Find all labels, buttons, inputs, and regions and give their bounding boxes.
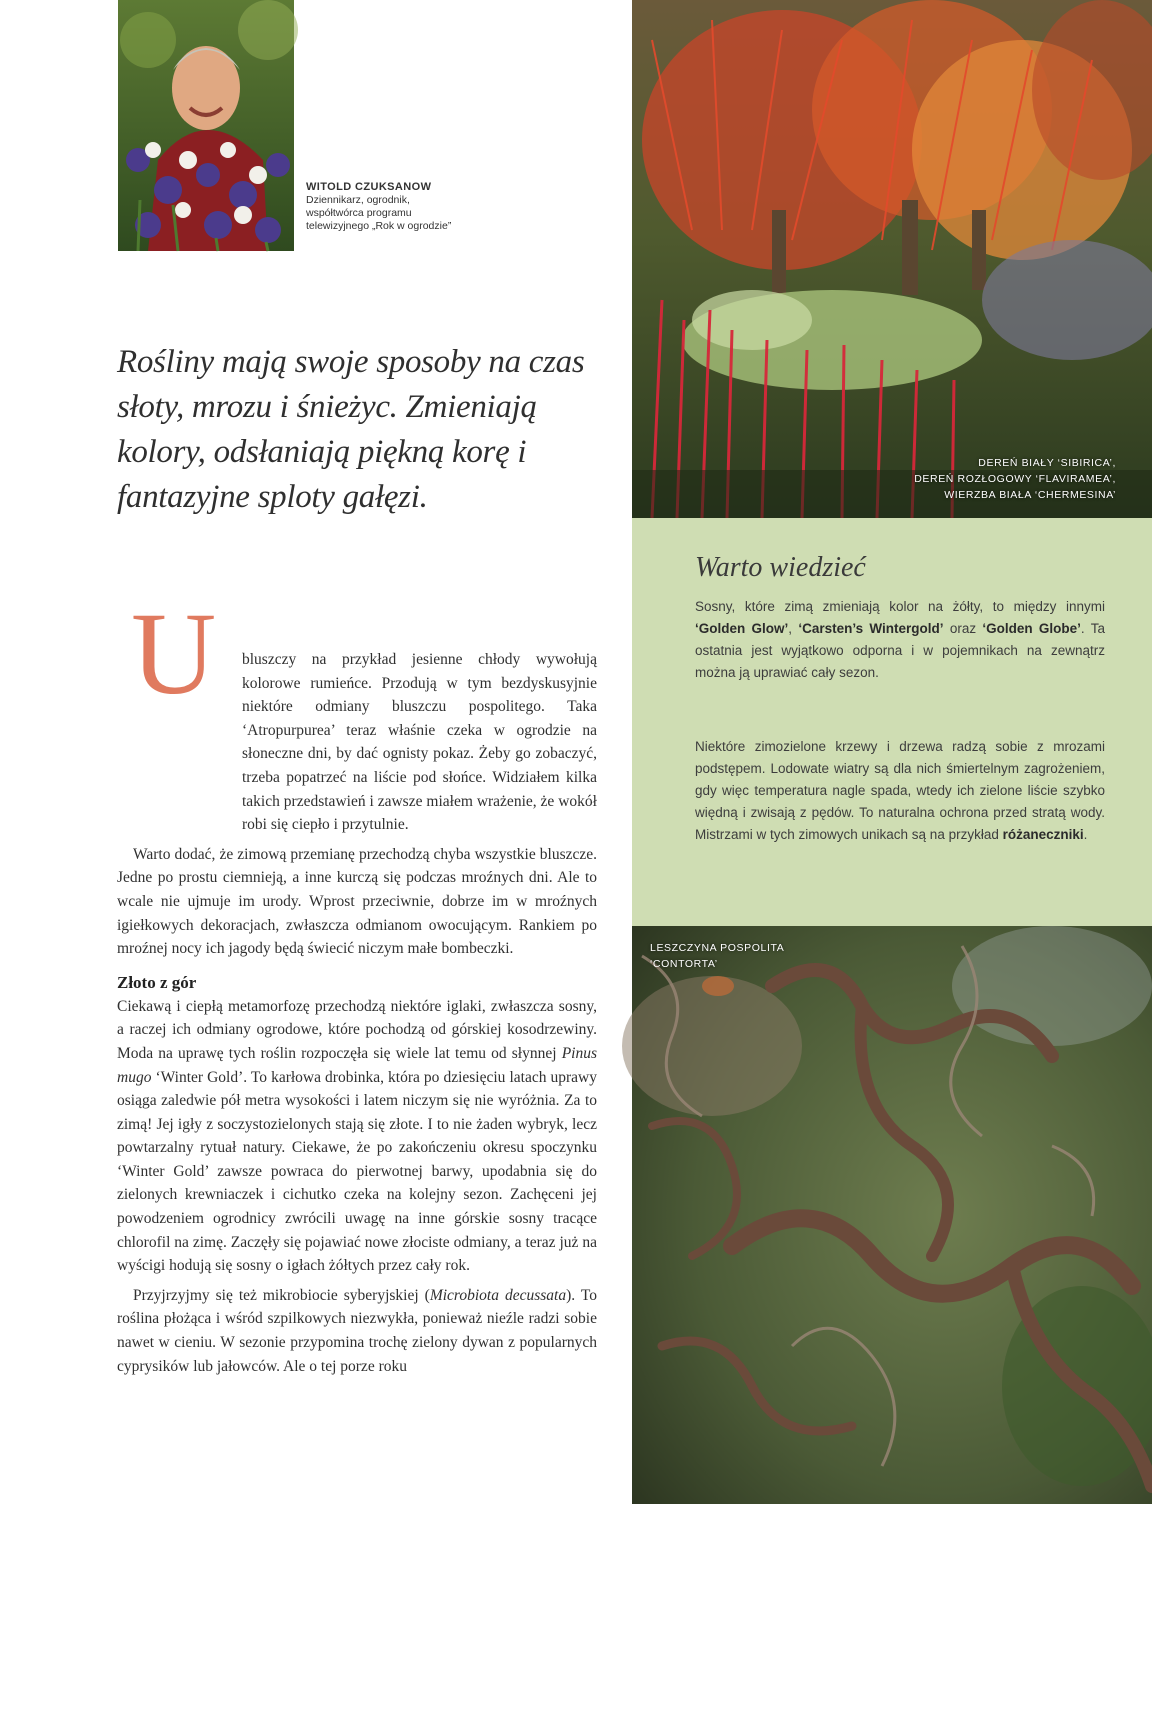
dogwood-willow-photo xyxy=(632,0,1152,518)
lead-quote: Rośliny mają swoje sposoby na czas słoty, mrozu i śnieżyc. Zmieniają kolory, odsłaniają piękną korę i fantazyjne sploty gałęzi. xyxy=(117,344,585,515)
page-number: 101 xyxy=(996,1722,1019,1736)
author-name: WITOLD CZUKSANOW xyxy=(306,181,432,193)
sidebar-paragraph: Sosny, które zimą zmieniają kolor na żółty, to między innymi ‘Golden Glow’, ‘Carsten’s Wintergold’ oraz ‘Golden Globe’. Ta ostatnia jest wyjątkowo odporna i w pojemnikach na zewnątrz można ją uprawiać cały sezon. xyxy=(695,599,1105,680)
article-body xyxy=(117,588,597,1378)
sidebar-paragraph: Niektóre zimozielone krzewy i drzewa radzą sobie z mrozami podstępem. Lodowate wiatry są dla nich śmiertelnym zagrożeniem, gdy więc temperatura nagle spada, wtedy ich zielone liście szybko więdną i zwisają z pędów. To naturalna ochrona przed stratą wody. Mistrzami w tych zimowych unikach są na przykład różaneczniki. xyxy=(695,739,1105,842)
caption-line: DEREŃ BIAŁY ‘SIBIRICA’, xyxy=(978,457,1116,469)
section-heading: Złoto z gór xyxy=(117,972,197,992)
caption-line: ‘CONTORTA’ xyxy=(650,958,718,970)
author-caption xyxy=(306,181,456,233)
body-paragraph: Warto dodać, że zimową przemianę przechodzą chyba wszystkie bluszcze. Jedne po prostu ciemnieją, a inne kurczą się podczas mroźnych dni. Ale to wcale nie ujmuje im urody. Wprost przeciwnie, dobrze im w mroźnych igiełkowych dekoracjach, zwłaszcza odmianom owocującym. Rankiem po mroźnej nocy ich jagody będą świecić niczym małe bombeczki. xyxy=(117,845,597,958)
author-photo xyxy=(118,0,294,251)
sidebar-box xyxy=(632,518,1152,926)
caption-line: WIERZBA BIAŁA ‘CHERMESINA’ xyxy=(944,489,1116,501)
hazel-contorta-photo xyxy=(632,926,1152,1736)
body-paragraph: Przyjrzyjmy się też mikrobiocie syberyjskiej (Microbiota decussata). To roślina płożąca i wśród szpilkowych niezwykła, ponieważ nieźle radzi sobie nawet w cieniu. W sezonie przypomina trochę zielony dywan z popularnych cyprysików lub jałowców. Ale o tej porze roku xyxy=(117,1286,597,1375)
body-paragraph: bluszczy na przykład jesienne chłody wywołują kolorowe rumieńce. Przodują w tym bezdyskusyjnie niektóre odmiany bluszczu pospolitego. Taka ‘Atropurpurea’ teraz właśnie czeka w ogrodzie na słoneczne dni, by dać ognisty pokaz. Żeby go zobaczyć, trzeba popatrzeć na liście pod słońce. Widziałem kilka takich przedstawień i zawsze miałem wrażenie, że wokół robi się ciepło i przytulnie. xyxy=(242,651,597,834)
drop-cap: U xyxy=(131,588,217,719)
sidebar-title: Warto wiedzieć xyxy=(695,552,866,583)
caption-line: LESZCZYNA POSPOLITA xyxy=(650,942,785,954)
photo-bottom-caption xyxy=(650,940,784,972)
body-paragraph: Ciekawą i ciepłą metamorfozę przechodzą niektóre iglaki, zwłaszcza sosny, a raczej ich odmiany ogrodowe, które pochodzą od górskiej kosodrzewiny. Moda na uprawę tych roślin rozpoczęła się wiele lat temu od słynnej Pinus mugo ‘Winter Gold’. To karłowa drobinka, która po dziesięciu latach uprawy osiąga zaledwie pół metra wysokości i latem niczym się nie wyróżnia. Za to zimą! Jej igły z soczystozielonych stają się złote. I to nie żaden wybryk, lecz powtarzalny rytuał natury. Ciekawe, że po zakończeniu okresu spoczynku ‘Winter Gold’ zawsze powraca do pierwotnej barwy, upodabnia się do zielonych krewniaczek i cichutko czeka na kolejny sezon. Zachęceni jej powodzeniem ogrodnicy zwrócili uwagę na inne górskie sosny tracące chlorofil na zimę. Zaczęły się pojawiać nowe złociste odmiany, a teraz już na wyścigi hodują się sosny o igłach żółtych przez cały rok. xyxy=(117,997,597,1275)
author-role: Dziennikarz, ogrodnik, współtwórca programu telewizyjnego „Rok w ogrodzie” xyxy=(306,194,452,232)
issue-date: GRUDZIEŃ 2016 xyxy=(886,1722,986,1736)
folio-separator: | xyxy=(989,1722,993,1736)
page-folio xyxy=(886,1722,1018,1736)
photo-top-caption xyxy=(914,455,1116,503)
caption-line: DEREŃ ROZŁOGOWY ‘FLAVIRAMEA’, xyxy=(914,473,1116,485)
